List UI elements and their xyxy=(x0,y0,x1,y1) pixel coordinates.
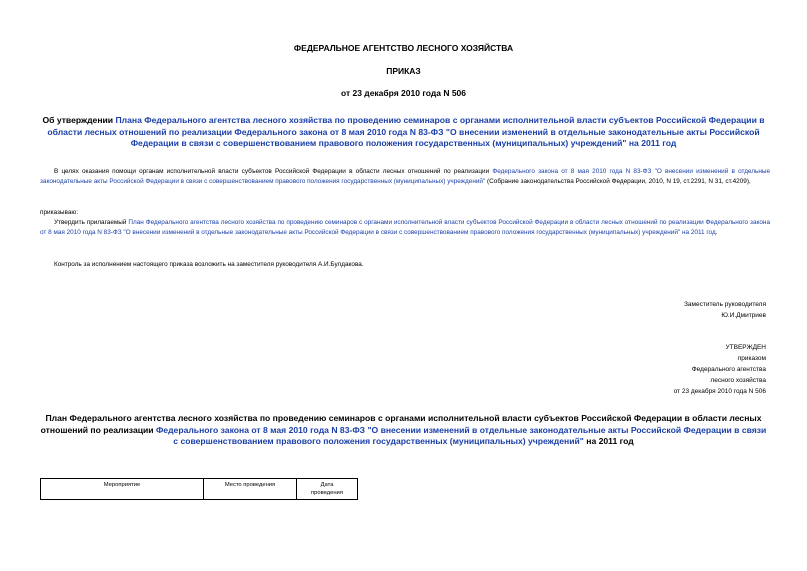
table-header-date-l1: Дата xyxy=(320,482,334,488)
approved-line-3: Федерального агентства xyxy=(691,366,766,373)
plan-link-body[interactable]: План Федерального агентства лесного хозяйства по проведению семинаров с органами исполнительной власти субъектов Российской Федерации в области лесных отношений по реализации Федерального закона от 8 мая 2010 года N 83-ФЗ "О внесении изменений в отдельные законодательные акты Российской Федерации в связи с совершенствованием правового положения государственных (муниципальных) учреждений" на 2011 год xyxy=(40,219,770,236)
control-paragraph xyxy=(40,260,770,270)
approved-line-5: от 23 декабря 2010 года N 506 xyxy=(673,388,766,395)
approve-text: Утвердить прилагаемый xyxy=(54,219,129,226)
document-type: ПРИКАЗ xyxy=(386,66,421,76)
approved-line-4: лесного хозяйства xyxy=(710,377,766,384)
order-heading xyxy=(40,115,767,150)
heading-prefix: Об утверждении xyxy=(42,115,116,125)
signature-block xyxy=(684,299,766,321)
table-header-date xyxy=(297,479,358,500)
preamble-text: В целях оказания помощи органам исполнительной власти субъектов Российской Федерации в области лесных отношений по реализации xyxy=(54,168,493,175)
plan-title xyxy=(40,413,767,448)
table-header-row xyxy=(41,479,358,500)
signer-position: Заместитель руководителя xyxy=(684,301,766,308)
control-text: Контроль за исполнением настоящего приказа возложить на заместителя руководителя А.И.Булдакова. xyxy=(54,261,364,268)
order-word: приказываю: xyxy=(40,209,78,216)
preamble-tail: (Собрание законодательства Российской Федерации, 2010, N 19, ст.2291, N 31, ст.4209), xyxy=(485,177,751,185)
plan-table xyxy=(40,478,358,500)
agency-name: ФЕДЕРАЛЬНОЕ АГЕНТСТВО ЛЕСНОГО ХОЗЯЙСТВА xyxy=(293,43,514,53)
plan-title-law-link[interactable]: Федерального закона от 8 мая 2010 года N 83-ФЗ "О внесении изменений в отдельные законодательные акты Российской Федерации в связи с совершенствованием правового положения государственных (муниципальных) учреждений" xyxy=(155,424,767,446)
document-date: от 23 декабря 2010 года N 506 xyxy=(340,88,467,98)
preamble-paragraph xyxy=(40,167,770,186)
plan-link[interactable]: Плана Федерального агентства лесного хозяйства по проведению семинаров с органами исполнительной власти субъектов Российской Федерации в области лесных отношений по реализации Федерального закона от 8 мая 2010 года N 83-ФЗ "О внесении изменений в отдельные законодательные акты Российской Федерации в связи с совершенствованием правового положения государственных (муниципальных) учреждений" на 2011 год xyxy=(47,115,765,148)
approve-tail: . xyxy=(715,228,718,236)
federal-law-link[interactable]: Федерального закона от 8 мая 2010 года N 83-ФЗ "О внесении изменений в отдельные законодательные акты Российской Федерации в связи с совершенствованием правового положения государственных (муниципальных) учреждений" xyxy=(40,168,770,185)
table-header-place: Место проведения xyxy=(204,479,297,500)
signer-name: Ю.И.Дмитриев xyxy=(721,312,766,319)
approved-line-2: приказом xyxy=(737,355,766,362)
approval-block xyxy=(674,342,766,397)
plan-title-prefix: План Федерального агентства лесного хозяйства по проведению семинаров с органами исполнительной власти субъектов Российской Федерации в области лесных отношений по реализации xyxy=(40,413,762,435)
table-header-date-l2: проведения xyxy=(311,490,343,496)
approve-paragraph xyxy=(40,218,770,237)
table-header-event: Мероприятие xyxy=(41,479,204,500)
plan-title-suffix: на 2011 год xyxy=(583,436,634,446)
approved-label: УТВЕРЖДЕН xyxy=(725,344,766,351)
